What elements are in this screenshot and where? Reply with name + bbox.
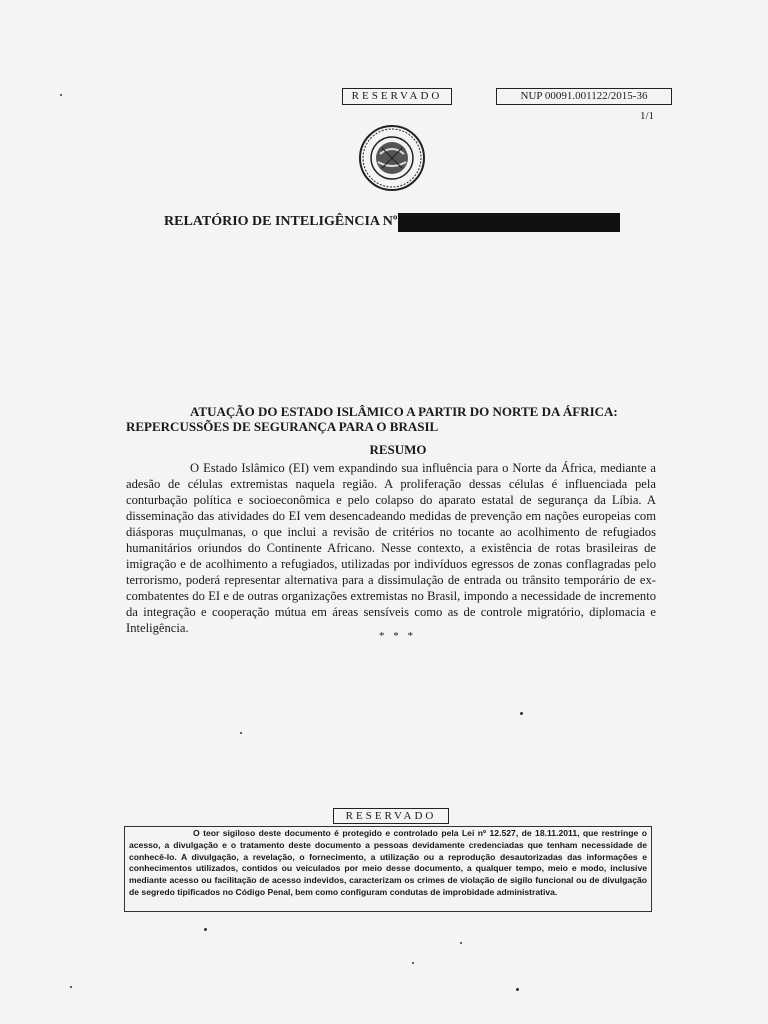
confidentiality-notice: O teor sigiloso deste documento é protegido e controlado pela Lei nº 12.527, de 18.11.2011, que restringe o acesso, a divulgação e o tratamento deste documento a pessoas devidamente credenciadas que tenham necessidade de conhecê-lo. A divulgação, a revelação, o fornecimento, a utilização ou a reprodução desautorizadas das informações e conhecimentos utilizados, contidos ou veiculados por meio desse documento, a qualquer tempo, meio e modo, inclusive mediante acesso ou facilitação de acesso indevidos, caracterizam os crimes de violação de sigilo funcional ou de divulgação de segredo tipificados no Código Penal, bem como configuram condutas de improbidade administrativa. — [124, 826, 652, 912]
section-separator: * * * — [379, 630, 416, 642]
scan-speck — [516, 988, 519, 991]
section-heading: RESUMO — [369, 442, 427, 457]
scan-speck — [520, 712, 523, 715]
scan-speck — [70, 986, 72, 988]
report-headline — [126, 404, 646, 434]
headline-line-1: ATUAÇÃO DO ESTADO ISLÂMICO A PARTIR DO NORTE DA ÁFRICA: — [190, 404, 618, 419]
summary-paragraph: O Estado Islâmico (EI) vem expandindo sua influência para o Norte da África, mediante a adesão de células extremistas naquela região. A proliferação dessas células é influenciada pela conturbação política e socioeconômica e pelo colapso do aparato estatal de segurança da Líbia. A disseminação das atividades do EI vem desencadeando medidas de prevenção em nações europeias com diásporas muçulmanas, o que inclui a revisão de critérios no tocante ao acolhimento de refugiados humanitários oriundos do Continente Africano. Nesse contexto, a existência de rotas brasileiras de imigração e de acolhimento a refugiados, utilizadas por indivíduos egressos de zonas conflagradas pelo terrorismo, poderá representar alternativa para a dissimulação de entrada ou trânsito temporário de ex-combatentes do EI e de outras organizações extremistas no Brasil, impondo a necessidade de incremento da integração e cooperação mútua em áreas sensíveis como as de controle migratório, diplomacia e Inteligência. — [126, 461, 656, 635]
scan-speck — [460, 942, 462, 944]
classification-stamp-top: RESERVADO — [342, 88, 452, 105]
headline-line-2: REPERCUSSÕES DE SEGURANÇA PARA O BRASIL — [126, 419, 439, 434]
page-number: 1/1 — [640, 110, 655, 122]
redaction-bar — [398, 213, 620, 232]
report-title: RELATÓRIO DE INTELIGÊNCIA Nº — [164, 214, 398, 229]
classification-stamp-bottom: RESERVADO — [333, 808, 449, 824]
scan-speck — [412, 962, 414, 964]
nup-number: NUP 00091.001122/2015-36 — [496, 88, 672, 105]
agency-seal-icon — [358, 124, 426, 192]
scan-speck — [60, 94, 62, 96]
scan-speck — [204, 928, 207, 931]
scan-speck — [240, 732, 242, 734]
